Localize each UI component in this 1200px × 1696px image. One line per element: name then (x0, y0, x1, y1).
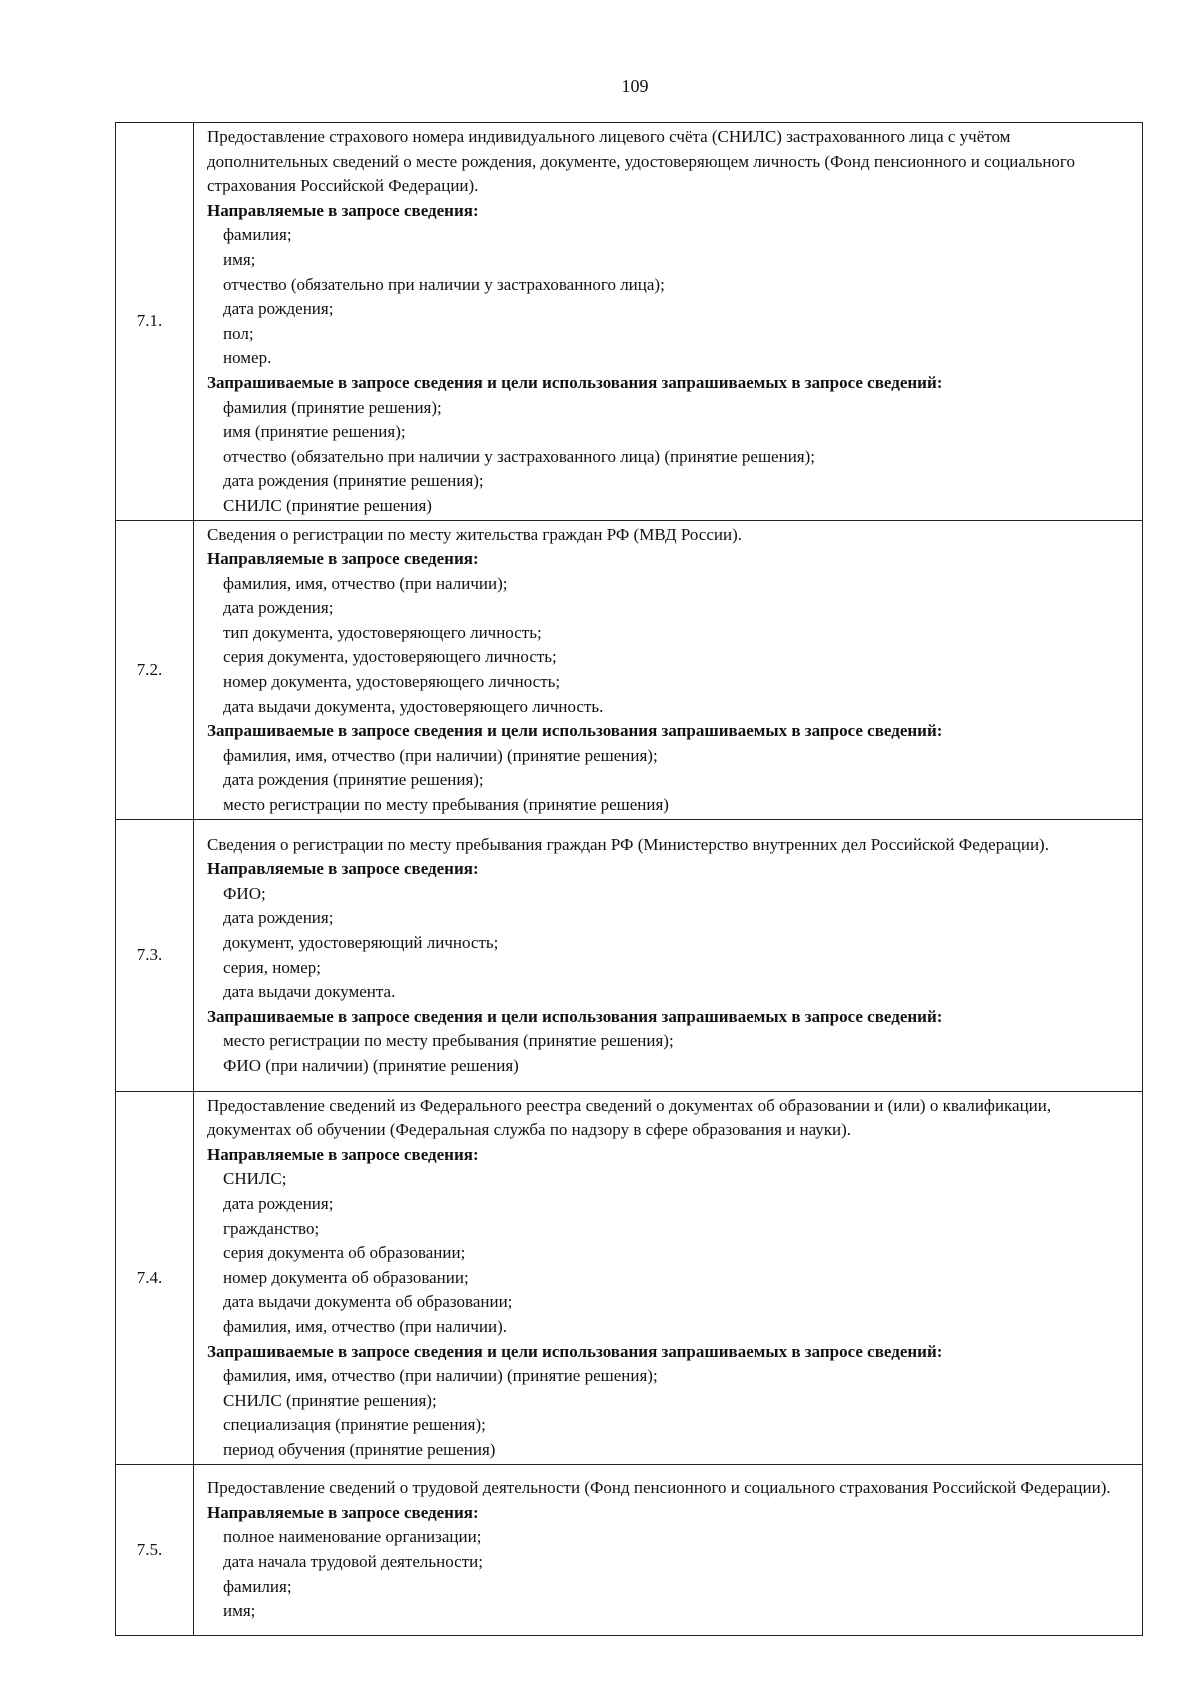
section-title: Предоставление страхового номера индивидуального лицевого счёта (СНИЛС) застрахованного лица с учётом дополнительных сведений о месте рождения, документе, удостоверяющем личность (Фонд пенсионного и социального страхования Российской Федерации). (207, 127, 1075, 196)
row-content (194, 520, 1143, 819)
list-item: имя (принятие решения); (223, 422, 406, 442)
requested-heading: Запрашиваемые в запросе сведения и цели использования запрашиваемых в запросе сведений: (207, 372, 943, 392)
row-number: 7.1. (116, 123, 194, 521)
requested-heading: Запрашиваемые в запросе сведения и цели использования запрашиваемых в запросе сведений: (207, 1341, 943, 1361)
requests-table (115, 122, 1143, 1636)
list-item: дата рождения; (223, 299, 334, 319)
table-row-7-4 (116, 1091, 1143, 1464)
list-item: полное наименование организации; (223, 1527, 482, 1547)
list-item: ФИО (при наличии) (принятие решения) (223, 1056, 519, 1075)
list-item: дата выдачи документа. (223, 982, 396, 1002)
list-item: ФИО; (223, 883, 266, 903)
list-item: фамилия; (223, 1576, 292, 1596)
list-item: фамилия, имя, отчество (при наличии) (принятие решения); (223, 1366, 658, 1386)
list-item: номер. (223, 348, 272, 368)
list-item: серия документа, удостоверяющего личность; (223, 647, 557, 667)
list-item: отчество (обязательно при наличии у застрахованного лица); (223, 274, 665, 294)
requested-heading: Запрашиваемые в запросе сведения и цели использования запрашиваемых в запросе сведений: (207, 721, 943, 741)
list-item: СНИЛС (принятие решения) (223, 495, 432, 515)
section-title: Предоставление сведений из Федерального реестра сведений о документах об образовании и (или) о квалификации, документах об обучении (Федеральная служба по надзору в сфере образования и науки). (207, 1095, 1052, 1140)
sent-heading: Направляемые в запросе сведения: (207, 1144, 479, 1164)
row-content (194, 819, 1143, 1091)
list-item: номер документа об образовании; (223, 1267, 469, 1287)
list-item: фамилия (принятие решения); (223, 397, 442, 417)
list-item: фамилия, имя, отчество (при наличии) (принятие решения); (223, 745, 658, 765)
table-row-7-2 (116, 520, 1143, 819)
list-item: фамилия; (223, 225, 292, 245)
row-number: 7.2. (116, 520, 194, 819)
list-item: серия документа об образовании; (223, 1243, 466, 1263)
sent-heading: Направляемые в запросе сведения: (207, 200, 479, 220)
table-row-7-5 (116, 1464, 1143, 1635)
list-item: фамилия, имя, отчество (при наличии). (223, 1316, 507, 1336)
section-title: Сведения о регистрации по месту жительства граждан РФ (МВД России). (207, 524, 743, 544)
page-number: 109 (621, 76, 649, 96)
list-item: дата выдачи документа, удостоверяющего личность. (223, 696, 604, 716)
list-item: специализация (принятие решения); (223, 1415, 486, 1435)
row-number: 7.5. (116, 1464, 194, 1635)
list-item: дата выдачи документа об образовании; (223, 1292, 513, 1312)
row-number: 7.4. (116, 1091, 194, 1464)
sent-heading: Направляемые в запросе сведения: (207, 1502, 479, 1522)
list-item: дата рождения (принятие решения); (223, 770, 484, 790)
list-item: фамилия, имя, отчество (при наличии); (223, 573, 508, 593)
row-content (194, 1091, 1143, 1464)
row-content (194, 123, 1143, 521)
list-item: дата рождения; (223, 598, 334, 618)
requested-heading: Запрашиваемые в запросе сведения и цели использования запрашиваемых в запросе сведений: (207, 1006, 943, 1026)
list-item: дата рождения; (223, 908, 334, 928)
row-number: 7.3. (116, 819, 194, 1091)
list-item: место регистрации по месту пребывания (принятие решения) (223, 795, 669, 815)
sent-heading: Направляемые в запросе сведения: (207, 549, 479, 569)
list-item: дата рождения (принятие решения); (223, 471, 484, 491)
table-row-7-3 (116, 819, 1143, 1091)
list-item: номер документа, удостоверяющего личность; (223, 672, 561, 692)
list-item: документ, удостоверяющий личность; (223, 933, 499, 953)
list-item: пол; (223, 323, 254, 343)
table-row-7-1 (116, 123, 1143, 521)
row-content (194, 1464, 1143, 1635)
list-item: имя; (223, 249, 256, 269)
list-item: СНИЛС; (223, 1169, 287, 1189)
list-item: дата рождения; (223, 1194, 334, 1213)
list-item: период обучения (принятие решения) (223, 1439, 496, 1459)
list-item: дата начала трудовой деятельности; (223, 1552, 483, 1572)
list-item: СНИЛС (принятие решения); (223, 1390, 437, 1410)
section-title: Предоставление сведений о трудовой деятельности (Фонд пенсионного и социального страхования Российской Федерации). (207, 1478, 1111, 1498)
sent-heading: Направляемые в запросе сведения: (207, 859, 479, 879)
list-item: имя; (223, 1601, 256, 1621)
list-item: отчество (обязательно при наличии у застрахованного лица) (принятие решения); (223, 446, 816, 466)
list-item: место регистрации по месту пребывания (принятие решения); (223, 1031, 674, 1051)
list-item: тип документа, удостоверяющего личность; (223, 622, 542, 642)
list-item: гражданство; (223, 1218, 320, 1238)
list-item: серия, номер; (223, 957, 322, 977)
section-title: Сведения о регистрации по месту пребывания граждан РФ (Министерство внутренних дел Российской Федерации). (207, 834, 1049, 854)
